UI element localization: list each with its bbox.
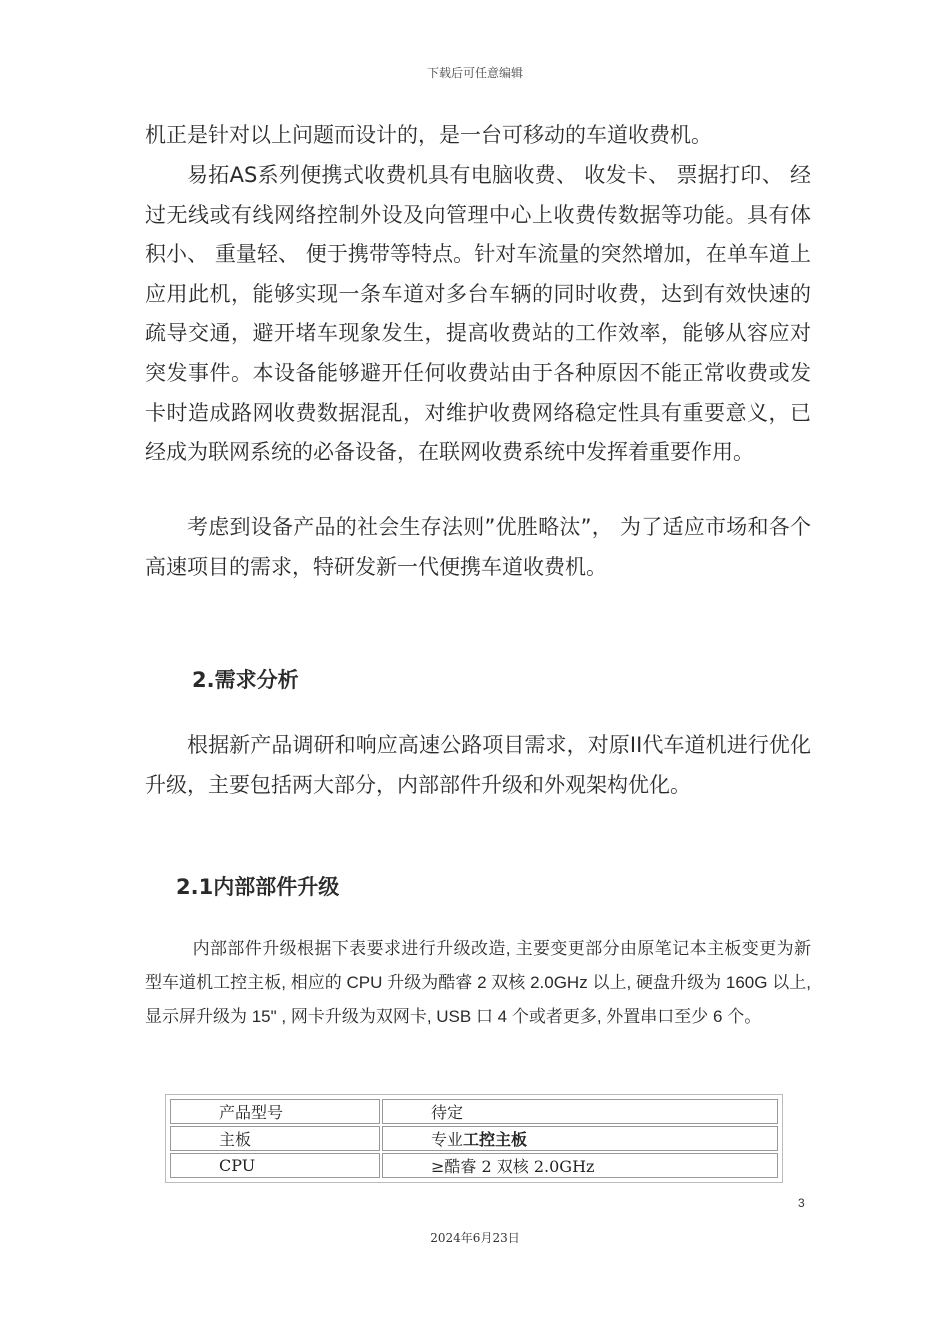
table-row — [170, 1126, 778, 1151]
value-bold: 工控主板 — [463, 1130, 528, 1149]
value-prefix: 专业 — [431, 1130, 464, 1149]
table-cell-value: 待定 — [382, 1099, 778, 1124]
paragraph-development-reason: 考虑到设备产品的社会生存法则”优胜略汰”， 为了适应市场和各个高速项目的需求，特研发新一代便携车道收费机。 — [145, 515, 811, 579]
paragraph-requirements: 根据新产品调研和响应高速公路项目需求，对原II代车道机进行优化升级，主要包括两大部分，内部部件升级和外观架构优化。 — [145, 733, 811, 797]
spec-table — [165, 1094, 783, 1183]
table-cell-value — [382, 1126, 778, 1151]
footer-date: 2024年6月23日 — [430, 1231, 520, 1245]
table-cell-label: 产品型号 — [170, 1099, 380, 1124]
table-cell-label: CPU — [170, 1153, 380, 1178]
paragraph-product-description: 易拓AS系列便携式收费机具有电脑收费、 收发卡、 票据打印、 经过无线或有线网络控制外设及向管理中心上收费传数据等功能。具有体积小、 重量轻、 便于携带等特点。针对车流量的突然增加，在单车道上应用此机，能够实现一条车道对多台车辆的同时收费，达到有效快速的疏导交通，避开堵车现象发生，提高收费站的工作效率，能够从容应对突发事件。本设备能够避开任何收费站由于各种原因不能正常收费或发卡时造成路网收费数据混乱，对维护收费网络稳定性具有重要意义，已经成为联网系统的必备设备，在联网收费系统中发挥着重要作用。 — [145, 163, 811, 465]
table-row — [170, 1099, 778, 1124]
page-header: 下载后可任意编辑 — [426, 66, 523, 80]
table-cell-label: 主板 — [170, 1126, 380, 1151]
section-heading-requirements: 2.需求分析 — [192, 668, 299, 692]
paragraph-upgrade-details: 内部部件升级根据下表要求进行升级改造, 主要变更部分由原笔记本主板变更为新型车道机工控主板, 相应的 CPU 升级为酷睿 2 双核 2.0GHz 以上, 硬盘升级为 160G 以上, 显示屏升级为 15" , 网卡升级为双网卡, USB 口 4 个或者更多, 外置串口至少 6 个。 — [145, 939, 811, 1026]
paragraph-intro-end: 机正是针对以上问题而设计的，是一台可移动的车道收费机。 — [145, 123, 712, 147]
page-number: 3 — [798, 1196, 805, 1210]
table-cell-value: ≥酷睿 2 双核 2.0GHz — [382, 1153, 778, 1178]
subsection-heading-internal-upgrade: 2.1内部部件升级 — [176, 875, 340, 899]
table-row — [170, 1153, 778, 1178]
